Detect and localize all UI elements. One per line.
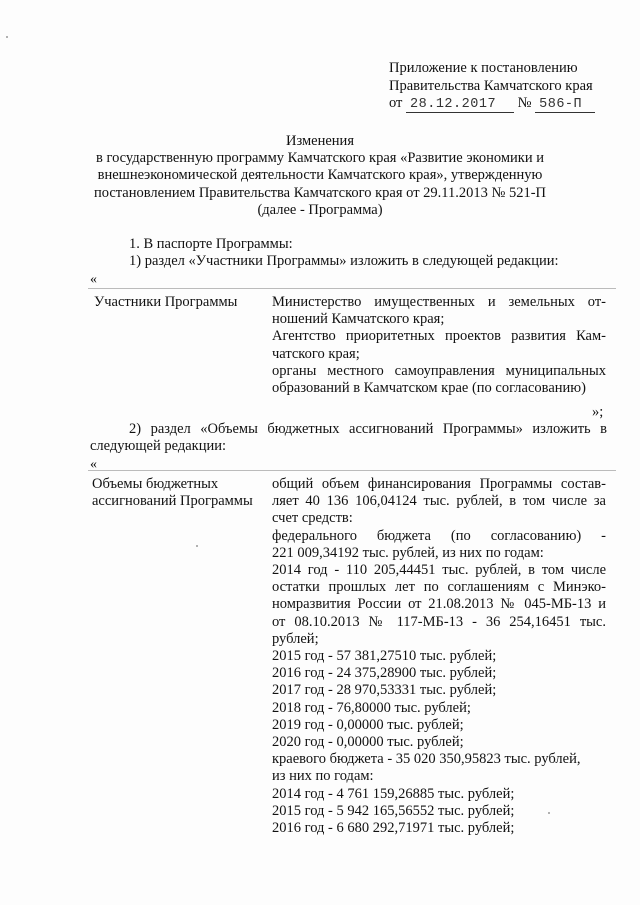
item-1: 1. В паспорте Программы: — [129, 236, 293, 252]
from-label: от — [389, 95, 403, 111]
volumes-line: из них по годам: — [272, 768, 374, 785]
scan-speck — [6, 36, 8, 38]
appendix-date-line — [389, 95, 619, 113]
table-divider — [88, 288, 616, 289]
volumes-line: 221 009,34192 тыс. рублей, из них по годам: — [272, 544, 544, 561]
volumes-line: 2020 год - 0,00000 тыс. рублей; — [272, 734, 464, 751]
volumes-line: 2017 год - 28 970,53331 тыс. рублей; — [272, 682, 497, 699]
title-line-2: в государственную программу Камчатского края «Развитие экономики и — [96, 150, 544, 167]
scan-speck — [548, 812, 550, 814]
appendix-line-2: Правительства Камчатского края — [389, 77, 593, 94]
participants-content — [272, 294, 606, 397]
volumes-line: от 08.10.2013 № 117-МБ-13 - 36 254,16451 тыс. — [272, 613, 606, 630]
appendix-block — [389, 60, 619, 113]
close-quote-1: »; — [592, 404, 604, 420]
appendix-line-1: Приложение к постановлению — [389, 60, 578, 76]
item-1-1: 1) раздел «Участники Программы» изложить в следующей редакции: — [129, 253, 559, 269]
participants-line: ношений Камчатского края; — [272, 311, 445, 328]
volumes-line: краевого бюджета - 35 020 350,95823 тыс. рублей, — [272, 751, 581, 768]
table-divider — [88, 470, 616, 471]
volumes-label-line-1: Объемы бюджетных — [92, 476, 219, 492]
volumes-line: 2018 год - 76,80000 тыс. рублей; — [272, 699, 471, 716]
title-line-5: (далее - Программа) — [257, 201, 383, 218]
volumes-line: 2016 год - 24 375,28900 тыс. рублей; — [272, 665, 497, 682]
volumes-line: 2019 год - 0,00000 тыс. рублей; — [272, 716, 464, 733]
volumes-line: рублей; — [272, 630, 319, 647]
participants-label: Участники Программы — [94, 294, 238, 310]
document-title — [90, 133, 550, 219]
volumes-line: ляет 40 136 106,04124 тыс. рублей, в том числе за — [272, 493, 606, 510]
participants-line: Министерство имущественных и земельных от- — [272, 294, 606, 310]
title-heading: Изменения — [286, 133, 354, 149]
volumes-label-line-2: ассигнований Программы — [92, 493, 253, 510]
title-line-4: постановлением Правительства Камчатского края от 29.11.2013 № 521-П — [93, 184, 547, 201]
volumes-line: 2014 год - 4 761 159,26885 тыс. рублей; — [272, 785, 515, 802]
volumes-line: общий объем финансирования Программы состав- — [272, 476, 606, 492]
volumes-content — [272, 476, 606, 837]
resolution-number: 586-П — [535, 97, 595, 113]
item-1-2-line-2: следующей редакции: — [90, 438, 227, 454]
volumes-line: счет средств: — [272, 510, 353, 527]
volumes-line: федерального бюджета (по согласованию) - — [272, 527, 606, 544]
volumes-line: 2015 год - 5 942 165,56552 тыс. рублей; — [272, 802, 515, 819]
participants-line: Агентство приоритетных проектов развития Кам- — [272, 328, 606, 345]
volumes-line: номразвития России от 21.08.2013 № 045-МБ-13 и — [272, 596, 606, 613]
participants-line: чатского края; — [272, 345, 360, 362]
volumes-line: 2014 год - 110 205,44451 тыс. рублей, в том числе — [272, 562, 606, 579]
open-quote-2: « — [90, 457, 97, 472]
open-quote-1: « — [90, 272, 97, 287]
participants-line: образований в Камчатском крае (по согласованию) — [272, 380, 586, 397]
title-line-3: внешнеэкономической деятельности Камчатского края», утвержденную — [97, 167, 543, 184]
participants-line: органы местного самоуправления муниципальных — [272, 362, 606, 379]
item-1-2-line-1: 2) раздел «Объемы бюджетных ассигнований Программы» изложить в — [129, 421, 607, 437]
volumes-label — [92, 476, 253, 510]
resolution-date: 28.12.2017 — [406, 97, 514, 113]
volumes-line: 2015 год - 57 381,27510 тыс. рублей; — [272, 648, 497, 665]
volumes-line: 2016 год - 6 680 292,71971 тыс. рублей; — [272, 820, 515, 837]
number-label: № — [517, 95, 532, 111]
volumes-line: остатки прошлых лет по соглашениям с Минэко- — [272, 579, 606, 596]
scan-speck — [196, 545, 198, 547]
